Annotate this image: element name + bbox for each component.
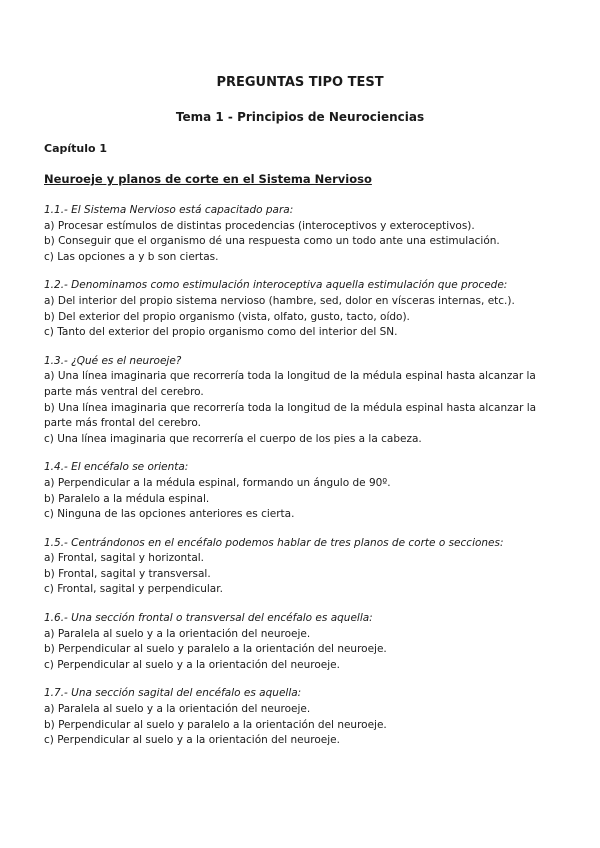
answer-option: b) Frontal, sagital y transversal. — [44, 567, 211, 580]
answer-option: c) Perpendicular al suelo y a la orientación del neuroeje. — [44, 734, 340, 747]
question-text: 1.1.- El Sistema Nervioso está capacitado para: — [44, 204, 294, 216]
question-text: 1.2.- Denominamos como estimulación interoceptiva aquella estimulación que procede: — [44, 279, 508, 292]
answer-option: c) Las opciones a y b son ciertas. — [44, 250, 219, 263]
question-item — [44, 686, 564, 748]
answer-option: c) Una línea imaginaria que recorrería el cuerpo de los pies a la cabeza. — [44, 432, 422, 445]
answer-option: a) Una línea imaginaria que recorrería toda la longitud de la médula espinal hasta alcanzar la parte más ventral del cerebro. — [44, 370, 536, 398]
answer-option: a) Del interior del propio sistema nervioso (hambre, sed, dolor en vísceras internas, etc.). — [44, 294, 515, 307]
question-item — [44, 611, 564, 673]
question-item — [44, 460, 564, 522]
section-heading: Neuroeje y planos de corte en el Sistema Nervioso — [44, 172, 372, 186]
answer-option: c) Tanto del exterior del propio organismo como del interior del SN. — [44, 326, 398, 339]
answer-option: b) Perpendicular al suelo y paralelo a la orientación del neuroeje. — [44, 643, 387, 656]
question-item — [44, 536, 564, 598]
answer-option: c) Perpendicular al suelo y a la orientación del neuroeje. — [44, 658, 340, 671]
answer-option: b) Perpendicular al suelo y paralelo a la orientación del neuroeje. — [44, 718, 387, 731]
question-item — [44, 354, 564, 448]
answer-option: a) Procesar estímulos de distintas procedencias (interoceptivos y exteroceptivos). — [44, 219, 475, 232]
chapter-heading: Capítulo 1 — [44, 142, 108, 155]
answer-option: a) Paralela al suelo y a la orientación del neuroeje. — [44, 627, 311, 640]
answer-option: a) Perpendicular a la médula espinal, formando un ángulo de 90º. — [44, 476, 391, 489]
answer-option: a) Frontal, sagital y horizontal. — [44, 552, 205, 565]
document-title: PREGUNTAS TIPO TEST — [216, 75, 384, 90]
answer-option: b) Del exterior del propio organismo (vista, olfato, gusto, tacto, oído). — [44, 310, 410, 323]
document-subtitle: Tema 1 - Principios de Neurociencias — [175, 110, 425, 124]
question-item — [44, 278, 564, 340]
answer-option: b) Una línea imaginaria que recorrería toda la longitud de la médula espinal hasta alcanzar la parte más frontal del cerebro. — [44, 401, 537, 430]
question-text: 1.7.- Una sección sagital del encéfalo es aquella: — [44, 687, 302, 700]
question-text: 1.4.- El encéfalo se orienta: — [44, 461, 189, 474]
answer-option: a) Paralela al suelo y a la orientación del neuroeje. — [44, 703, 311, 716]
question-text: 1.5.- Centrándonos en el encéfalo podemos hablar de tres planos de corte o secciones: — [44, 536, 504, 549]
question-item — [44, 203, 564, 265]
question-text: 1.3.- ¿Qué es el neuroeje? — [44, 354, 182, 367]
question-list — [44, 203, 564, 762]
answer-option: c) Frontal, sagital y perpendicular. — [44, 583, 223, 596]
answer-option: c) Ninguna de las opciones anteriores es cierta. — [44, 508, 295, 521]
question-text: 1.6.- Una sección frontal o transversal del encéfalo es aquella: — [44, 612, 373, 625]
answer-option: b) Conseguir que el organismo dé una respuesta como un todo ante una estimulación. — [44, 235, 500, 248]
answer-option: b) Paralelo a la médula espinal. — [44, 492, 210, 505]
